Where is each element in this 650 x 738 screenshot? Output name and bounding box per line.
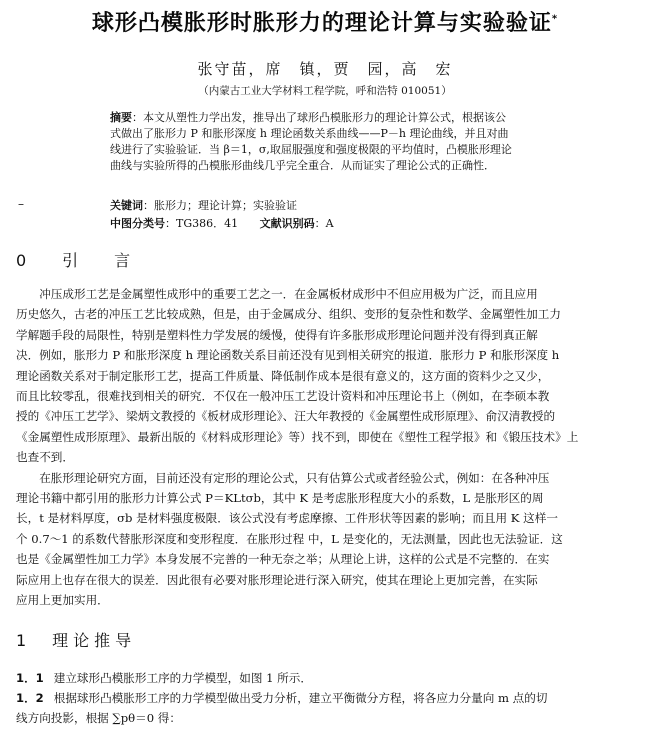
paper-title — [0, 6, 650, 37]
body-line: 个 0.7～1 的系数代替胀形深度和变形程度．在胀形过程 中，L 是变化的，无法测量，因此也无法验证．这 — [16, 531, 563, 546]
clc-code: ：TG386．41 — [165, 217, 239, 230]
keywords — [110, 197, 297, 213]
body-line: 理论函数关系对于制定胀形工艺，提高工件质量、降低制作成本是很有意义的，这方面的资料少之又少， — [16, 368, 550, 383]
list-item — [16, 708, 636, 728]
numbered-items — [16, 668, 636, 728]
doc-code: ：A — [314, 217, 334, 230]
body-line: 长，t 是材料厚度，σb 是材料强度极限．该公式没有考虑摩擦、工件形状等因素的影响；而且用 K 这样一 — [16, 511, 558, 526]
list-item — [16, 668, 636, 688]
section-heading-introduction: 0 引 言 — [16, 251, 141, 270]
doc-code-label: 文献识别码 — [259, 217, 315, 230]
keywords-label: 关键词 — [110, 199, 143, 212]
affiliation: （内蒙古工业大学材料工程学院，呼和浩特 010051） — [198, 85, 452, 97]
abstract — [110, 110, 540, 174]
body-text — [16, 284, 636, 611]
author-list: 张守苗，席 镇，贾 园，高 宏 — [197, 60, 453, 78]
body-line: 在胀形理论研究方面，目前还没有定形的理论公式，只有估算公式或者经验公式，例如：在各种冲压 — [16, 470, 550, 485]
item-text: 线方向投影，根据 ∑pθ＝0 得： — [16, 711, 181, 725]
abstract-text: ：本文从塑性力学出发，推导出了球形凸模胀形力的理论计算公式，根据该公 — [132, 111, 506, 124]
item-number: 1．1 — [16, 671, 44, 685]
body-line: 际应用上也存在很大的误差．因此很有必要对胀形理论进行深入研究，使其在理论上更加完善，在实际 — [16, 572, 538, 587]
body-line: 理论书籍中都引用的胀形力计算公式 P＝KLtσb，其中 K 是考虑胀形程度大小的系数，L 是胀形区的周 — [16, 491, 544, 506]
body-line: 《金属塑性成形原理》、最新出版的《材料成形理论》等）找不到，即使在《塑性工程学报》和《锻压技术》上 — [16, 429, 579, 444]
body-line: 应用上更加实用． — [16, 593, 109, 608]
item-number: 1．2 — [16, 691, 44, 705]
abstract-line: 式做出了胀形力 P 和胀形深度 h 理论函数关系曲线——P－h 理论曲线，并且对曲 — [110, 127, 509, 140]
classification — [110, 215, 334, 231]
abstract-line: 曲线与实验所得的凸模胀形曲线几乎完全重合．从而证实了理论公式的正确性． — [110, 159, 495, 172]
body-line: 决．例如，胀形力 P 和胀形深度 h 理论函数关系目前还没有见到相关研究的报道．胀形力 P 和胀形深度 h — [16, 348, 560, 363]
abstract-label: 摘要 — [110, 111, 132, 124]
title-text: 球形凸模胀形时胀形力的理论计算与实验验证 — [91, 11, 552, 36]
keywords-text: ：胀形力；理论计算；实验验证 — [143, 199, 297, 212]
abstract-line — [110, 110, 540, 126]
item-text: 根据球形凸模胀形工序的力学模型做出受力分析，建立平衡微分方程，将各应力分量向 m 点的切 — [53, 691, 548, 705]
margin-dash: – — [18, 197, 24, 211]
abstract-line: 线进行了实验验证．当 β＝1，σ,取屈服强度和强度极限的平均值时，凸模胀形理论 — [110, 143, 512, 156]
title-footnote-mark: * — [551, 13, 559, 25]
clc-label: 中图分类号 — [110, 217, 165, 230]
body-line: 也查不到． — [16, 450, 74, 465]
body-line: 也是《金属塑性加工力学》本身发展不完善的一种无奈之举；从理论上讲，这样的公式是不完整的．在实 — [16, 552, 550, 567]
body-line: 授的《冲压工艺学》、梁炳文教授的《板材成形理论》、汪大年教授的《金属塑性成形原理》、俞汉清教授的 — [16, 409, 556, 424]
body-line: 而且比较零乱，很难找到相关的研究．不仅在一般冲压工艺设计资料和冲压理论书上（例如，在李硕本教 — [16, 389, 550, 404]
body-line: 历史悠久，古老的冲压工艺比较成熟，但是，由于金属成分、组织、变形的复杂性和数学、金属塑性加工力 — [16, 307, 561, 322]
body-line: 学解题手段的局限性，特别是塑料性力学发展的缓慢，使得有许多胀形成形理论问题并没有得到真正解 — [16, 327, 538, 342]
item-text: 建立球形凸模胀形工序的力学模型，如图 1 所示． — [53, 671, 312, 685]
body-line: 冲压成形工艺是金属塑性成形中的重要工艺之一．在金属板材成形中不但应用极为广泛，而且应用 — [16, 287, 538, 301]
list-item — [16, 688, 636, 708]
section-heading-theory: 1 理论推导 — [16, 631, 137, 650]
